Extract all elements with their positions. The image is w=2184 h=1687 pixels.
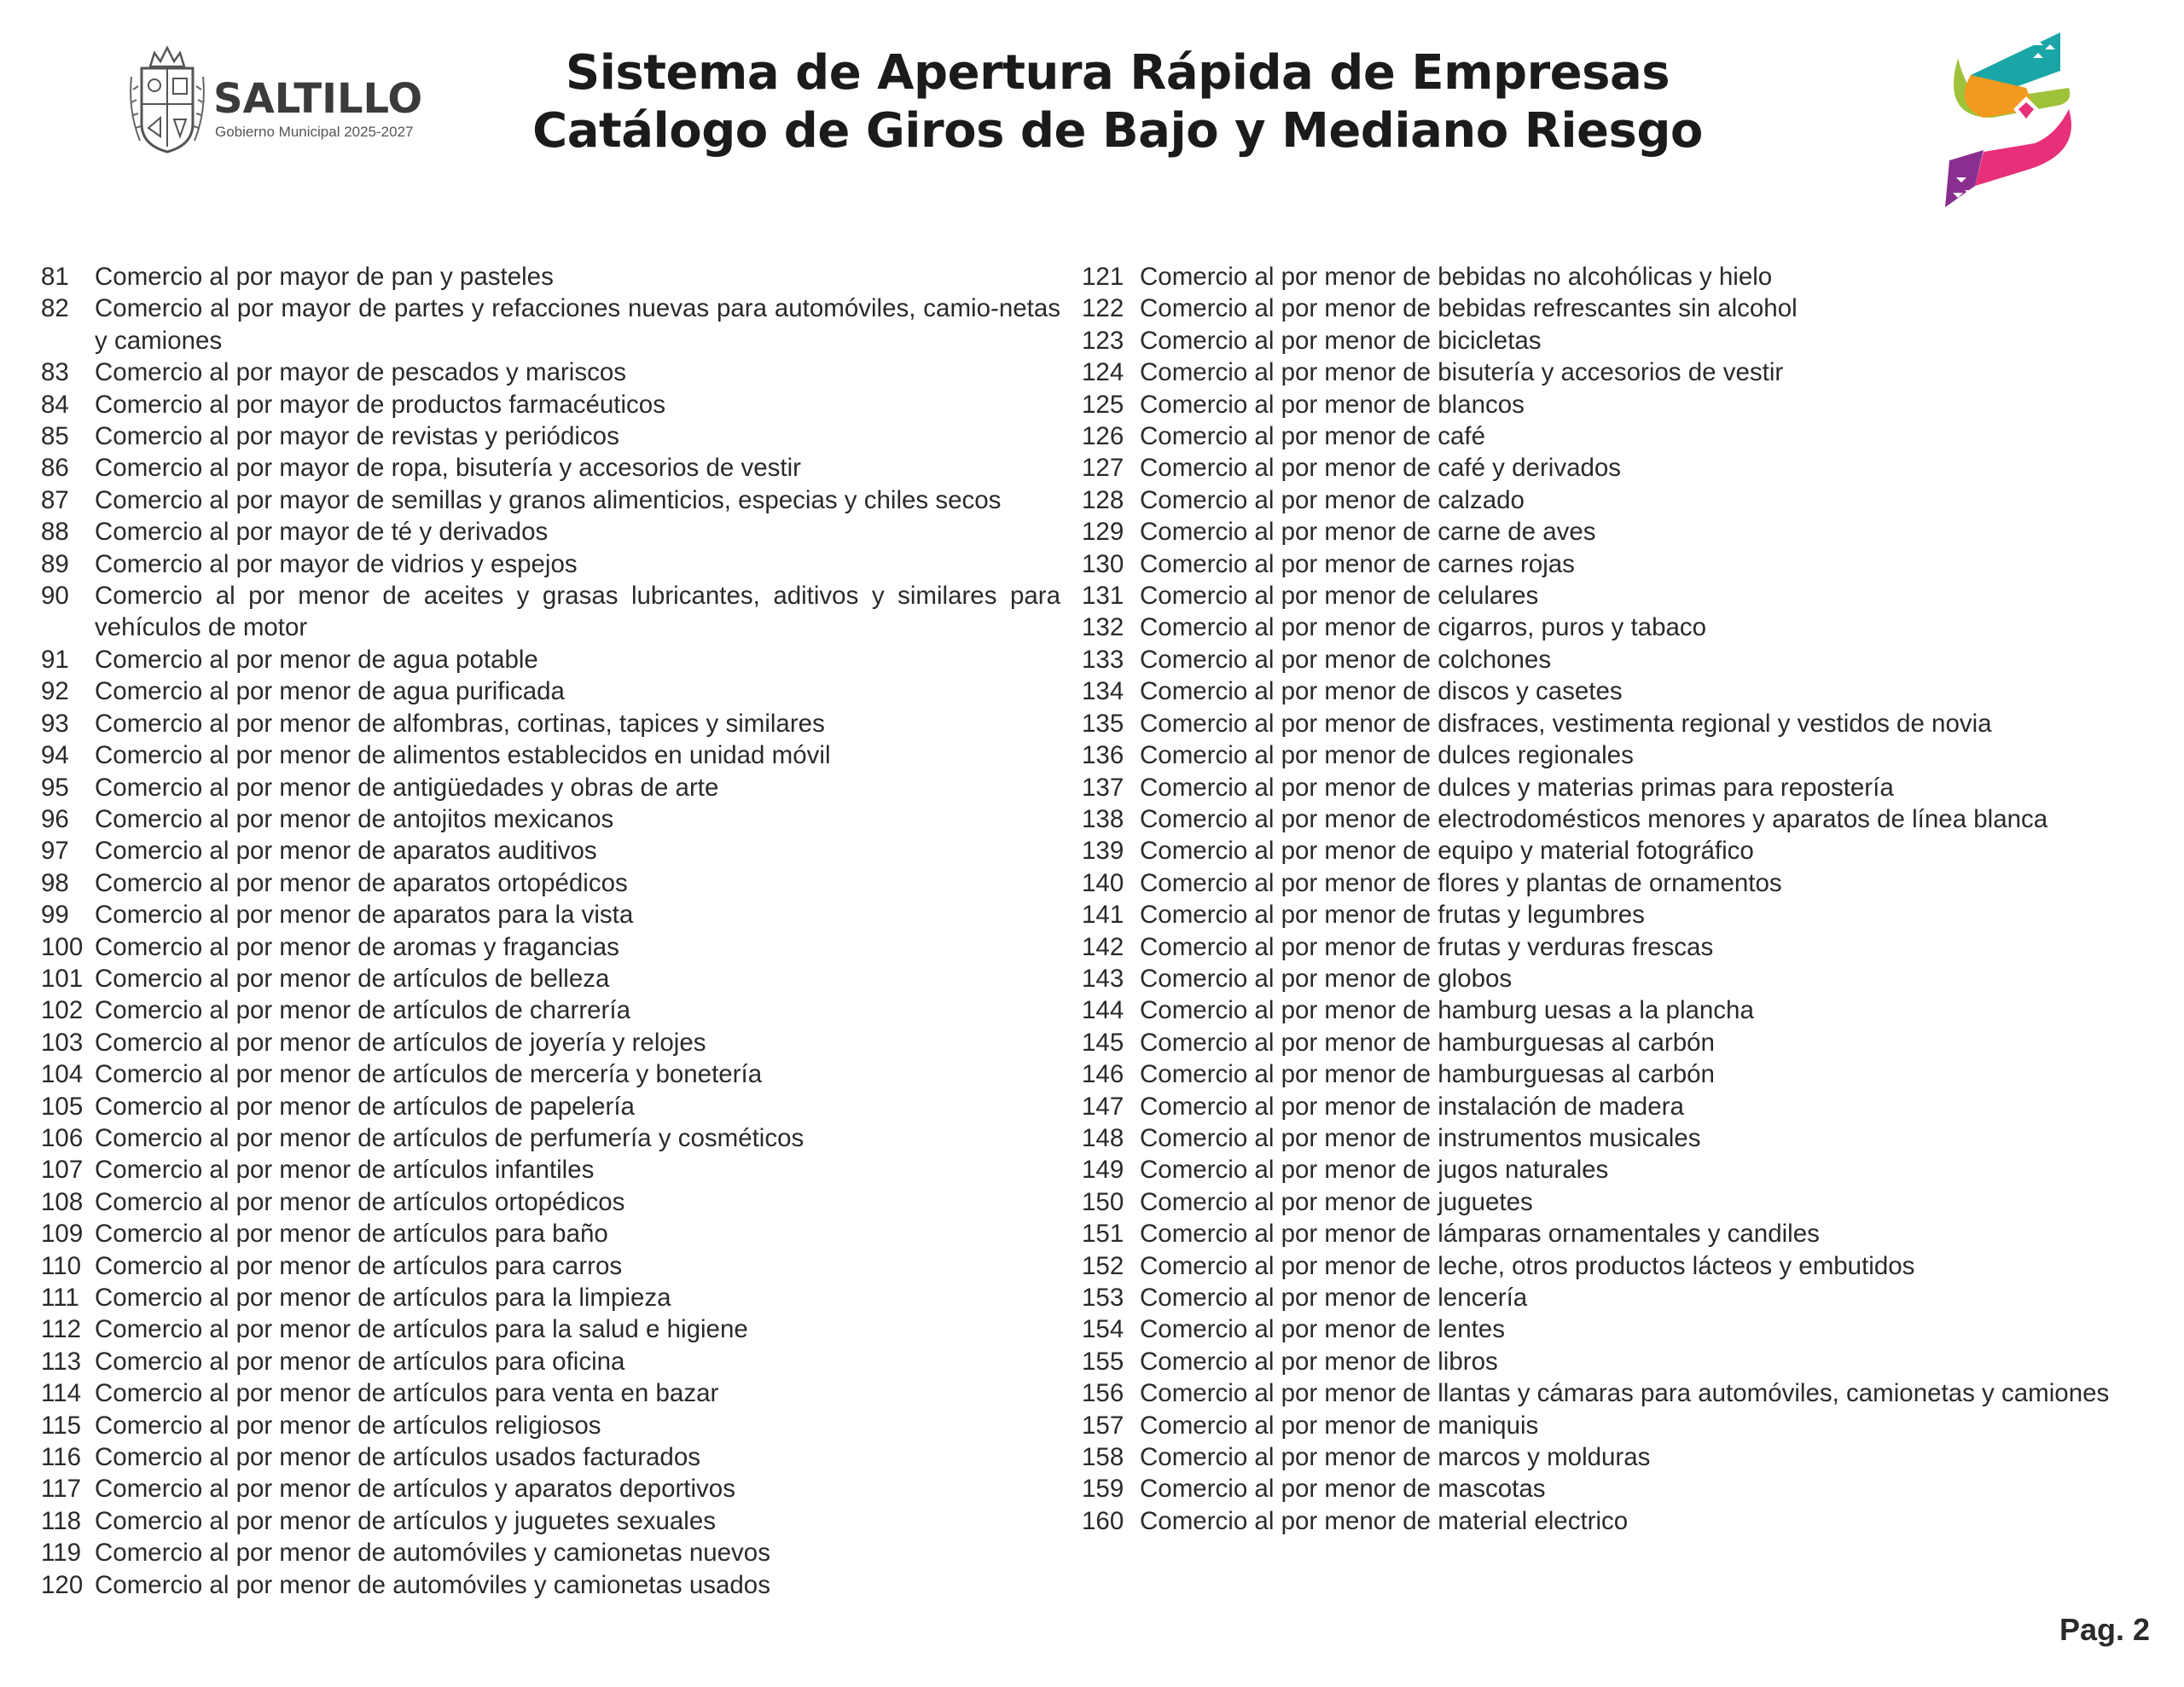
item-number: 132 — [1082, 613, 1124, 642]
catalog-item — [1082, 1313, 2174, 1345]
item-number: 158 — [1082, 1443, 1124, 1472]
catalog-item — [1082, 675, 2174, 707]
catalog-item — [1082, 835, 2174, 867]
item-number: 142 — [1082, 932, 1124, 961]
catalog-item — [41, 963, 1060, 994]
item-description: Comercio al por menor de automóviles y camionetas nuevos — [95, 1539, 770, 1568]
item-number: 84 — [41, 390, 69, 419]
item-description: Comercio al por menor de artículos para oficina — [95, 1347, 625, 1376]
item-description: Comercio al por menor de bicicletas — [1140, 326, 1542, 355]
catalog-item — [1082, 1058, 2174, 1090]
catalog-item — [41, 548, 1060, 580]
item-description: Comercio al por menor de agua purificada — [95, 677, 565, 706]
item-number: 136 — [1082, 741, 1124, 770]
catalog-column-left — [41, 261, 1060, 1601]
item-number: 129 — [1082, 518, 1124, 547]
item-description: Comercio al por menor de dulces y materias primas para repostería — [1140, 773, 1894, 802]
item-number: 92 — [41, 677, 69, 706]
catalog-item — [1082, 1441, 2174, 1473]
item-number: 139 — [1082, 837, 1124, 866]
catalog-item — [41, 261, 1060, 293]
item-description: Comercio al por menor de artículos religiosos — [95, 1411, 601, 1440]
item-number: 135 — [1082, 709, 1124, 738]
item-number: 110 — [41, 1251, 82, 1280]
catalog-column-right — [1082, 261, 2174, 1537]
item-description: Comercio al por menor de bisutería y accesorios de vestir — [1140, 358, 1784, 387]
title-line-1: Sistema de Apertura Rápida de Empresas — [565, 45, 1670, 101]
item-description: Comercio al por menor de lentes — [1140, 1315, 1505, 1344]
item-description: Comercio al por menor de blancos — [1140, 390, 1525, 419]
item-description: Comercio al por menor de instalación de madera — [1140, 1092, 1684, 1121]
item-description: Comercio al por menor de flores y plantas de ornamentos — [1140, 868, 1782, 897]
catalog-item — [1082, 1154, 2174, 1186]
item-description: Comercio al por menor de lámparas ornamentales y candiles — [1140, 1220, 1820, 1249]
item-description: Comercio al por menor de carnes rojas — [1140, 549, 1575, 578]
item-number: 112 — [41, 1315, 82, 1344]
item-number: 86 — [41, 454, 69, 483]
item-description: Comercio al por menor de artículos de papelería — [95, 1092, 635, 1121]
item-description: Comercio al por menor de disfraces, vestimenta regional y vestidos de novia — [1140, 709, 1992, 738]
item-number: 91 — [41, 645, 69, 674]
item-description: Comercio al por menor de artículos y aparatos deportivos — [95, 1475, 735, 1504]
item-description: Comercio al por menor de jugos naturales — [1140, 1156, 1609, 1185]
catalog-item — [41, 1505, 1060, 1537]
item-number: 134 — [1082, 677, 1124, 706]
item-description: Comercio al por menor de equipo y material fotográfico — [1140, 837, 1754, 866]
item-description: Comercio al por menor de maniquis — [1140, 1411, 1539, 1440]
catalog-item — [41, 1313, 1060, 1345]
item-number: 145 — [1082, 1028, 1124, 1057]
item-description: Comercio al por menor de globos — [1140, 964, 1513, 993]
item-number: 147 — [1082, 1092, 1124, 1121]
item-number: 140 — [1082, 868, 1124, 897]
item-description: Comercio al por menor de bebidas refrescantes sin alcohol — [1140, 294, 1798, 323]
item-number: 88 — [41, 518, 69, 547]
catalog-item — [1082, 708, 2174, 739]
item-number: 102 — [41, 996, 84, 1025]
item-description: Comercio al por menor de hamburguesas al carbón — [1140, 1028, 1715, 1057]
item-description: Comercio al por menor de aparatos para la vista — [95, 901, 634, 930]
item-number: 122 — [1082, 294, 1124, 323]
item-number: 117 — [41, 1475, 82, 1504]
item-description: Comercio al por menor de antojitos mexicanos — [95, 804, 614, 833]
org-name: SALTILLO — [213, 75, 423, 123]
item-description: Comercio al por menor de material electrico — [1140, 1506, 1629, 1535]
title-line-2: Catálogo de Giros de Bajo y Mediano Riesgo — [532, 103, 1703, 159]
item-description: Comercio al por menor de aromas y fragancias — [95, 932, 619, 961]
item-number: 105 — [41, 1092, 84, 1121]
item-description: Comercio al por mayor de semillas y granos alimenticios, especias y chiles secos — [95, 485, 1002, 514]
item-number: 160 — [1082, 1506, 1124, 1535]
item-number: 156 — [1082, 1379, 1124, 1408]
catalog-item — [41, 1410, 1060, 1441]
item-description: Comercio al por mayor de ropa, bisutería y accesorios de vestir — [95, 454, 801, 483]
catalog-item — [41, 484, 1060, 516]
item-description: Comercio al por menor de alfombras, cortinas, tapices y similares — [95, 709, 825, 738]
catalog-item — [41, 1154, 1060, 1186]
item-number: 83 — [41, 358, 69, 387]
catalog-item — [1082, 1218, 2174, 1249]
item-number: 82 — [41, 294, 69, 323]
catalog-item — [41, 1346, 1060, 1377]
item-number: 121 — [1082, 263, 1124, 291]
catalog-item — [1082, 899, 2174, 930]
item-description: Comercio al por menor de artículos para carros — [95, 1251, 623, 1280]
catalog-item — [41, 420, 1060, 452]
item-description: Comercio al por mayor de pan y pasteles — [95, 263, 554, 291]
item-description: Comercio al por mayor de productos farmacéuticos — [95, 390, 665, 419]
catalog-item — [41, 1218, 1060, 1249]
item-description: Comercio al por mayor de partes y refacciones nuevas para automóviles, camio-netas y camiones — [95, 294, 1060, 355]
catalog-item — [41, 1027, 1060, 1058]
item-description: Comercio al por menor de artículos para la salud e higiene — [95, 1315, 748, 1344]
item-description: Comercio al por menor de frutas y verduras frescas — [1140, 932, 1714, 961]
item-description: Comercio al por menor de aparatos auditivos — [95, 837, 597, 866]
catalog-item — [1082, 1410, 2174, 1441]
item-description: Comercio al por menor de marcos y molduras — [1140, 1443, 1651, 1472]
catalog-item — [1082, 739, 2174, 771]
item-number: 123 — [1082, 326, 1124, 355]
item-description: Comercio al por menor de hamburg uesas a la plancha — [1140, 996, 1754, 1025]
item-description: Comercio al por menor de artículos usados facturados — [95, 1443, 700, 1472]
catalog-item — [41, 931, 1060, 963]
catalog-item — [1082, 644, 2174, 675]
catalog-item — [41, 389, 1060, 420]
item-description: Comercio al por menor de artículos y juguetes sexuales — [95, 1506, 717, 1535]
item-description: Comercio al por menor de café y derivados — [1140, 454, 1622, 483]
catalog-item — [41, 452, 1060, 484]
item-number: 93 — [41, 709, 69, 738]
catalog-item — [1082, 293, 2174, 324]
catalog-item — [1082, 1027, 2174, 1058]
item-description: Comercio al por menor de automóviles y camionetas usados — [95, 1570, 770, 1599]
item-number: 146 — [1082, 1060, 1124, 1089]
catalog-item — [1082, 867, 2174, 899]
city-coat-of-arms-icon — [125, 43, 210, 158]
catalog-item — [41, 867, 1060, 899]
item-number: 113 — [41, 1347, 82, 1376]
catalog-item — [41, 899, 1060, 930]
item-description: Comercio al por menor de aceites y grasas lubricantes, aditivos y similares para vehículos de motor — [95, 582, 1060, 642]
catalog-item — [41, 994, 1060, 1026]
item-description: Comercio al por menor de discos y casetes — [1140, 677, 1623, 706]
catalog-item — [41, 772, 1060, 803]
catalog-item — [1082, 548, 2174, 580]
item-number: 95 — [41, 773, 69, 802]
item-number: 157 — [1082, 1411, 1124, 1440]
catalog-item — [1082, 1377, 2174, 1409]
municipal-logo — [125, 43, 432, 162]
catalog-item — [41, 708, 1060, 739]
catalog-item — [1082, 931, 2174, 963]
item-description: Comercio al por menor de artículos de belleza — [95, 964, 610, 993]
item-description: Comercio al por menor de artículos ortopédicos — [95, 1187, 625, 1216]
item-description: Comercio al por menor de artículos para baño — [95, 1220, 608, 1249]
item-number: 115 — [41, 1411, 82, 1440]
page-number: Pag. 2 — [2059, 1612, 2150, 1647]
item-number: 99 — [41, 901, 69, 930]
item-number: 154 — [1082, 1315, 1124, 1344]
item-description: Comercio al por menor de artículos de mercería y bonetería — [95, 1060, 763, 1089]
catalog-item — [41, 803, 1060, 835]
catalog-item — [1082, 1250, 2174, 1282]
item-description: Comercio al por menor de artículos infantiles — [95, 1156, 595, 1185]
catalog-item — [41, 835, 1060, 867]
item-number: 100 — [41, 932, 84, 961]
item-number: 96 — [41, 804, 69, 833]
catalog-item — [1082, 420, 2174, 452]
catalog-item — [41, 644, 1060, 675]
item-number: 87 — [41, 485, 69, 514]
catalog-item — [1082, 580, 2174, 612]
catalog-item — [1082, 357, 2174, 388]
catalog-item — [1082, 1091, 2174, 1122]
sare-brand-logo-icon — [1932, 24, 2077, 212]
item-number: 97 — [41, 837, 69, 866]
item-description: Comercio al por menor de llantas y cámaras para automóviles, camionetas y camiones — [1140, 1379, 2110, 1408]
catalog-item — [1082, 1346, 2174, 1377]
item-description: Comercio al por menor de lencería — [1140, 1284, 1528, 1312]
item-number: 149 — [1082, 1156, 1124, 1185]
catalog-item — [41, 739, 1060, 771]
item-description: Comercio al por menor de aparatos ortopédicos — [95, 868, 628, 897]
item-number: 114 — [41, 1379, 82, 1408]
catalog-item — [41, 1250, 1060, 1282]
item-description: Comercio al por menor de mascotas — [1140, 1475, 1546, 1504]
item-description: Comercio al por menor de artículos de joyería y relojes — [95, 1028, 706, 1057]
catalog-item — [41, 1473, 1060, 1504]
item-description: Comercio al por menor de artículos de charrería — [95, 996, 630, 1025]
catalog-item — [1082, 1282, 2174, 1313]
item-number: 131 — [1082, 582, 1124, 611]
item-description: Comercio al por menor de colchones — [1140, 645, 1552, 674]
item-number: 89 — [41, 549, 69, 578]
catalog-item — [1082, 803, 2174, 835]
item-number: 143 — [1082, 964, 1124, 993]
item-number: 81 — [41, 263, 69, 291]
item-description: Comercio al por menor de café — [1140, 422, 1485, 451]
item-description: Comercio al por menor de calzado — [1140, 485, 1525, 514]
catalog-item — [1082, 325, 2174, 357]
catalog-item — [41, 516, 1060, 548]
item-number: 159 — [1082, 1475, 1124, 1504]
item-number: 120 — [41, 1570, 84, 1599]
item-description: Comercio al por menor de hamburguesas al carbón — [1140, 1060, 1715, 1089]
item-number: 103 — [41, 1028, 84, 1057]
item-number: 107 — [41, 1156, 84, 1185]
catalog-item — [41, 1282, 1060, 1313]
catalog-item — [41, 1091, 1060, 1122]
item-number: 133 — [1082, 645, 1124, 674]
page-header — [0, 0, 2184, 222]
item-description: Comercio al por menor de bebidas no alcohólicas y hielo — [1140, 263, 1773, 291]
item-number: 116 — [41, 1443, 82, 1472]
item-number: 106 — [41, 1123, 84, 1152]
item-number: 124 — [1082, 358, 1124, 387]
item-number: 111 — [41, 1284, 79, 1312]
item-description: Comercio al por menor de cigarros, puros y tabaco — [1140, 613, 1707, 642]
item-number: 94 — [41, 741, 69, 770]
item-number: 144 — [1082, 996, 1124, 1025]
item-description: Comercio al por menor de artículos para la limpieza — [95, 1284, 671, 1312]
catalog-item — [1082, 1473, 2174, 1504]
item-description: Comercio al por menor de artículos de perfumería y cosméticos — [95, 1123, 804, 1152]
item-number: 98 — [41, 868, 69, 897]
catalog-item — [1082, 1122, 2174, 1154]
item-number: 126 — [1082, 422, 1124, 451]
catalog-item — [1082, 994, 2174, 1026]
item-number: 125 — [1082, 390, 1124, 419]
item-number: 85 — [41, 422, 69, 451]
catalog-item — [1082, 612, 2174, 643]
item-description: Comercio al por mayor de té y derivados — [95, 518, 549, 547]
item-description: Comercio al por menor de instrumentos musicales — [1140, 1123, 1701, 1152]
catalog-item — [41, 1569, 1060, 1601]
item-number: 130 — [1082, 549, 1124, 578]
item-number: 118 — [41, 1506, 82, 1535]
item-number: 151 — [1082, 1220, 1124, 1249]
item-number: 148 — [1082, 1123, 1124, 1152]
document-title — [478, 44, 1757, 160]
catalog-item — [1082, 484, 2174, 516]
catalog-item — [41, 675, 1060, 707]
item-number: 152 — [1082, 1251, 1124, 1280]
catalog-item — [1082, 516, 2174, 548]
catalog-item — [1082, 1505, 2174, 1537]
catalog-item — [41, 1537, 1060, 1568]
catalog-item — [1082, 452, 2174, 484]
item-description: Comercio al por menor de alimentos establecidos en unidad móvil — [95, 741, 831, 770]
item-description: Comercio al por mayor de revistas y periódicos — [95, 422, 619, 451]
catalog-item — [41, 1122, 1060, 1154]
catalog-item — [41, 293, 1060, 357]
catalog-item — [1082, 772, 2174, 803]
item-description: Comercio al por menor de frutas y legumbres — [1140, 901, 1645, 930]
item-number: 101 — [41, 964, 84, 993]
item-description: Comercio al por menor de juguetes — [1140, 1187, 1533, 1216]
item-number: 119 — [41, 1539, 82, 1568]
item-description: Comercio al por menor de artículos para venta en bazar — [95, 1379, 719, 1408]
item-description: Comercio al por menor de libros — [1140, 1347, 1498, 1376]
item-number: 108 — [41, 1187, 84, 1216]
item-description: Comercio al por mayor de pescados y mariscos — [95, 358, 627, 387]
item-number: 109 — [41, 1220, 84, 1249]
catalog-item — [1082, 261, 2174, 293]
item-description: Comercio al por menor de celulares — [1140, 582, 1539, 611]
item-description: Comercio al por menor de antigüedades y obras de arte — [95, 773, 719, 802]
item-number: 128 — [1082, 485, 1124, 514]
catalog-item — [1082, 1186, 2174, 1218]
item-number: 90 — [41, 582, 69, 611]
catalog-item — [1082, 389, 2174, 420]
catalog-item — [41, 1058, 1060, 1090]
item-number: 104 — [41, 1060, 84, 1089]
item-description: Comercio al por mayor de vidrios y espejos — [95, 549, 578, 578]
catalog-item — [41, 1377, 1060, 1409]
item-number: 127 — [1082, 454, 1124, 483]
item-description: Comercio al por menor de agua potable — [95, 645, 538, 674]
item-number: 137 — [1082, 773, 1124, 802]
item-description: Comercio al por menor de leche, otros productos lácteos y embutidos — [1140, 1251, 1915, 1280]
item-description: Comercio al por menor de electrodomésticos menores y aparatos de línea blanca — [1140, 804, 2048, 833]
catalog-item — [41, 1441, 1060, 1473]
item-number: 155 — [1082, 1347, 1124, 1376]
item-number: 141 — [1082, 901, 1124, 930]
item-description: Comercio al por menor de dulces regionales — [1140, 741, 1634, 770]
catalog-item — [41, 357, 1060, 388]
catalog-item — [1082, 963, 2174, 994]
catalog-item — [41, 1186, 1060, 1218]
org-subtitle: Gobierno Municipal 2025-2027 — [215, 124, 414, 140]
catalog-item — [41, 580, 1060, 644]
item-description: Comercio al por menor de carne de aves — [1140, 518, 1596, 547]
item-number: 138 — [1082, 804, 1124, 833]
item-number: 153 — [1082, 1284, 1124, 1312]
item-number: 150 — [1082, 1187, 1124, 1216]
